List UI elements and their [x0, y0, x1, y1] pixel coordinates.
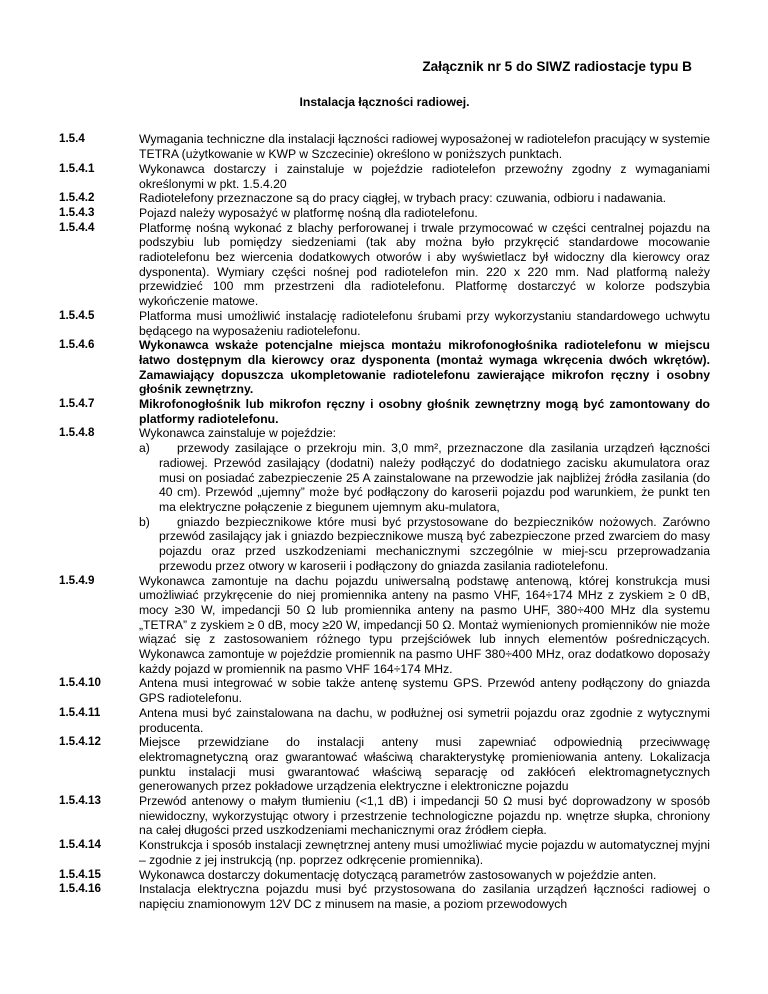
section-body — [139, 206, 710, 221]
section-text: Antena musi integrować w sobie także antenę systemu GPS. Przewód anteny podłączony do gniazda GPS radiotelefonu. — [139, 676, 710, 706]
section-body — [139, 838, 710, 867]
section-item — [59, 574, 710, 677]
subitem-letter: a) — [139, 441, 150, 456]
section-text: Instalacja elektryczna pojazdu musi być przystosowana do zasilania urządzeń łączności radiowej o napięciu znamionowym 12V DC z minusem na masie, a poziom przewodowych — [139, 882, 710, 911]
section-body — [139, 676, 710, 705]
section-text: Antena musi być zainstalowana na dachu, w podłużnej osi symetrii pojazdu oraz zgodnie z wytycznymi producenta. — [139, 705, 710, 735]
section-number: 1.5.4.5 — [59, 308, 95, 322]
section-number: 1.5.4.8 — [59, 426, 95, 440]
section-body — [139, 309, 710, 338]
section-item — [59, 676, 710, 705]
section-number: 1.5.4.10 — [59, 676, 101, 690]
section-number: 1.5.4.12 — [59, 735, 101, 749]
section-item — [59, 426, 710, 573]
section-text: Wykonawca wskaże potencjalne miejsca montażu mikrofonogłośnika radiotelefonu w miejscu łatwo dostępnym dla kierowcy oraz dysponenta (montaż wymaga wkręcenia dwóch wkrętów). Zamawiający dopuszcza ukompletowanie radiotelefonu zawierające mikrofon ręczny i osobny głośnik zewnętrzny. — [139, 338, 710, 397]
subitem — [139, 515, 710, 574]
section-item — [59, 338, 710, 397]
section-text: Wykonawca zamontuje na dachu pojazdu uniwersalną podstawę antenową, której konstrukcja musi umożliwiać przykręcenie do niej promiennika anteny na pasmo VHF, 164÷174 MHz z zyskiem ≥ 0 dB, mocy ≥30 W, impedancji 50 Ω lub promiennika anteny na pasmo UHF, 380÷400 MHz dla systemu „TETRA” z zyskiem ≥ 0 dB, mocy ≥20 W, impedancji 50 Ω. Montaż wymienionych promienników nie może wiązać się z zastosowaniem różnego typu przejściówek lub innych elementów pośredniczących. Wykonawca zamontuje w pojeździe promiennik na pasmo UHF 380÷400 MHz, oraz dodatkowo doposaży każdy pojazd w promiennik na pasmo VHF 164÷174 MHz. — [139, 573, 710, 676]
section-text: Mikrofonogłośnik lub mikrofon ręczny i osobny głośnik zewnętrzny mogą być zamontowany do platformy radiotelefonu. — [139, 397, 710, 426]
section-item — [59, 221, 710, 309]
document-subtitle: Instalacja łączności radiowej. — [299, 94, 470, 109]
section-number: 1.5.4.16 — [59, 882, 101, 896]
section-body — [139, 221, 710, 309]
section-text: Radiotelefony przeznaczone są do pracy ciągłej, w trybach pracy: czuwania, odbioru i nadawania. — [139, 191, 667, 206]
section-text: Konstrukcja i sposób instalacji zewnętrznej anteny musi umożliwiać mycie pojazdu w automatycznej myjni – zgodnie z jej instrukcją (np. poprzez odkręcenie promiennika). — [139, 838, 710, 867]
section-item — [59, 309, 710, 338]
section-item — [59, 162, 710, 191]
section-body — [139, 882, 710, 911]
subitem-text: gniazdo bezpiecznikowe które musi być przystosowane do bezpieczników nożowych. Zarówno przewód zasilający jak i gniazdo bezpiecznikowe muszą być zabezpieczone przed zwarciem do masy pojazdu oraz przed uszkodzeniami mechanicznymi szczególnie w miej-scu przeprowadzania przewodu przez otwory w karoserii i podłączony do gniazda zasilania radiotelefonu. — [159, 514, 710, 573]
section-number: 1.5.4 — [59, 132, 85, 146]
section-number: 1.5.4.14 — [59, 838, 101, 852]
document-title: Załącznik nr 5 do SIWZ radiostacje typu B — [422, 59, 692, 74]
subitem-text: przewody zasilające o przekroju min. 3,0 mm², przeznaczone dla zasilania urządzeń łączności radiowej. Przewód zasilający (dodatni) należy podłączyć do dodatniego zacisku akumulatora oraz musi on posiadać zabezpieczenie 25 A zainstalowane na przewodzie jak najbliżej źródła zasilania (do 40 cm). Przewód „ujemny” może być podłączony do karoserii pojazdu pod warunkiem, że punkt ten ma elektryczne połączenie z biegunem ujemnym aku-mulatora, — [159, 441, 710, 514]
section-body — [139, 794, 710, 838]
section-item — [59, 882, 710, 911]
section-number: 1.5.4.9 — [59, 573, 95, 587]
sections-list — [59, 132, 710, 911]
section-body — [139, 397, 710, 426]
subitem-letter: b) — [139, 514, 150, 529]
section-text: Miejsce przewidziane do instalacji anteny musi zapewniać odpowiednią przeciwwagę elektromagnetyczną oraz gwarantować właściwą charakterystykę promieniowania anteny. Lokalizacja punktu instalacji musi gwarantować właściwą separację od zakłóceń elektromagnetycznych generowanych przez pokładowe urządzenia elektryczne i elektroniczne pojazdu — [139, 735, 710, 794]
section-body — [139, 162, 710, 191]
section-text: Wykonawca zainstaluje w pojeździe: — [139, 426, 337, 441]
section-item — [59, 868, 710, 883]
section-body — [139, 868, 710, 883]
section-body — [139, 706, 710, 735]
section-number: 1.5.4.4 — [59, 220, 95, 234]
section-item — [59, 794, 710, 838]
section-text: Pojazd należy wyposażyć w platformę nośną dla radiotelefonu. — [139, 205, 478, 220]
section-number: 1.5.4.11 — [59, 705, 101, 719]
section-number: 1.5.4.3 — [59, 205, 95, 219]
section-item — [59, 132, 710, 161]
section-text: Wykonawca dostarczy dokumentację dotyczącą parametrów zastosowanych w pojeździe anten. — [139, 867, 657, 882]
section-item — [59, 735, 710, 794]
section-item — [59, 191, 710, 206]
section-text: Przewód antenowy o małym tłumieniu (<1,1 dB) i impedancji 50 Ω musi być doprowadzony w sposób niewidoczny, wykorzystując otwory i przestrzenie technologiczne pojazdu np. wnętrze słupka, chroniony na całej długości przed uszkodzeniami mechanicznymi oraz źródłem ciepła. — [139, 794, 710, 838]
section-text: Platformę nośną wykonać z blachy perforowanej i trwale przymocować w części centralnej pojazdu na podszybiu lub pomiędzy siedzeniami (tak aby można było przykręcić standardowe mocowanie radiotelefonu bez wiercenia dodatkowych otworów i aby wyświetlacz był widoczny dla kierowcy oraz dysponenta). Wymiary części nośnej pod radiotelefon min. 220 x 220 mm. Nad platformą należy przewidzieć 100 mm przestrzeni dla radiotelefonu. Platformę dostarczyć w kolorze podszybia wykończenie matowe. — [139, 220, 710, 309]
section-number: 1.5.4.15 — [59, 867, 101, 881]
subitem — [139, 441, 710, 515]
section-number: 1.5.4.6 — [59, 338, 95, 352]
section-item — [59, 397, 710, 426]
section-item — [59, 206, 710, 221]
section-number: 1.5.4.7 — [59, 397, 95, 411]
section-body — [139, 574, 710, 677]
section-text: Platforma musi umożliwić instalację radiotelefonu śrubami przy wykorzystaniu standardowego uchwytu będącego na wyposażeniu radiotelefonu. — [139, 308, 710, 338]
section-body — [139, 191, 710, 206]
section-body — [139, 132, 710, 161]
section-item — [59, 838, 710, 867]
section-body — [139, 735, 710, 794]
section-text: Wykonawca dostarczy i zainstaluje w pojeździe radiotelefon przewoźny zgodny z wymaganiami określonymi w pkt. 1.5.4.20 — [139, 161, 710, 191]
section-item — [59, 706, 710, 735]
section-number: 1.5.4.1 — [59, 161, 95, 175]
section-number: 1.5.4.13 — [59, 794, 101, 808]
section-text: Wymagania techniczne dla instalacji łączności radiowej wyposażonej w radiotelefon pracujący w systemie TETRA (użytkowanie w KWP w Szczecinie) określono w poniższych punktach. — [139, 132, 710, 162]
section-body — [139, 426, 710, 573]
section-body — [139, 338, 710, 397]
section-number: 1.5.4.2 — [59, 191, 95, 205]
